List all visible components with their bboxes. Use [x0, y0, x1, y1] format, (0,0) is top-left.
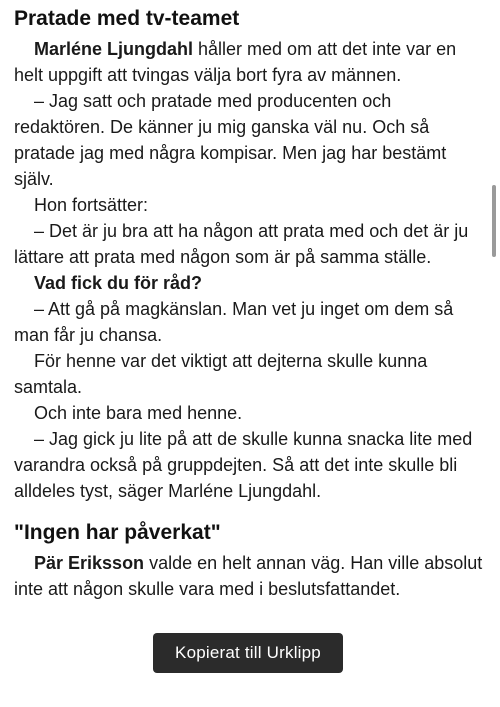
- paragraph-1: [14, 36, 484, 88]
- section-gap: [14, 504, 484, 514]
- paragraph-9: [14, 550, 484, 602]
- person-name-2: Pär Eriksson: [34, 553, 145, 573]
- paragraph-7: Och inte bara med henne.: [34, 403, 243, 423]
- section-heading-1: Pratade med tv-teamet: [14, 7, 240, 30]
- paragraph-9-text: valde en helt annan väg. Han ville absolut inte att någon skulle vara med i beslutsfattandet.: [14, 553, 483, 599]
- scrollbar-thumb[interactable]: [492, 185, 496, 257]
- paragraph-4: – Det är ju bra att ha någon att prata med och det är ju lättare att prata med någon som är på samma ställe.: [14, 221, 469, 267]
- question-heading: Vad fick du för råd?: [34, 273, 203, 293]
- paragraph-8: – Jag gick ju lite på att de skulle kunna snacka lite med varandra också på gruppdejten. Så att det inte skulle bli alldeles tyst, säger Marléne Ljungdahl.: [14, 429, 473, 501]
- person-name-1: Marléne Ljungdahl: [34, 39, 194, 59]
- paragraph-2: – Jag satt och pratade med producenten och redaktören. De känner ju mig ganska väl nu. Och så pratade jag med några kompisar. Men jag har bestämt själv.: [14, 91, 447, 189]
- paragraph-6: För henne var det viktigt att dejterna skulle kunna samtala.: [14, 351, 428, 397]
- paragraph-5: – Att gå på magkänslan. Man vet ju inget om dem så man får ju chansa.: [14, 299, 454, 345]
- paragraph-1-text: håller med om att det inte var en helt uppgift att tvingas välja bort fyra av männen.: [14, 39, 457, 85]
- paragraph-3: Hon fortsätter:: [34, 195, 149, 215]
- article-body: [14, 0, 484, 602]
- section-heading-2: "Ingen har påverkat": [14, 521, 221, 544]
- copied-toast: Kopierat till Urklipp: [153, 633, 343, 673]
